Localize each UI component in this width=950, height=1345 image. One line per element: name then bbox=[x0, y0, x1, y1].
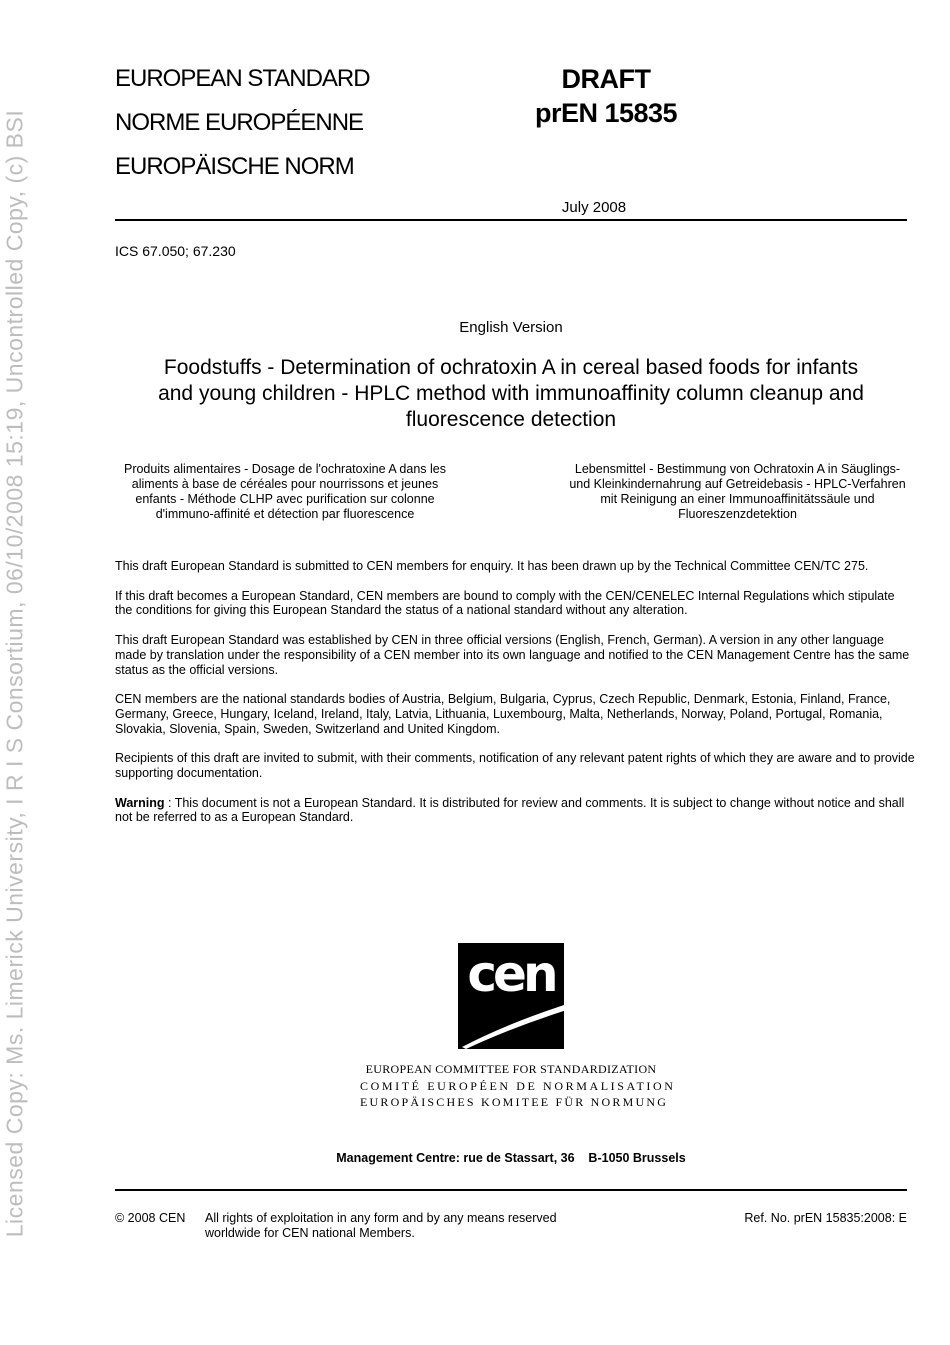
subtitle-french: Produits alimentaires - Dosage de l'ochratoxine A dans les aliments à base de céréales pour nourrissons et jeunes enfants - Méthode CLHP avec purification sur colonne d'immuno-affinité et détection par fluorescence bbox=[123, 462, 446, 521]
standard-name-en: EUROPEAN STANDARD bbox=[115, 65, 370, 92]
paragraph: CEN members are the national standards bodies of Austria, Belgium, Bulgaria, Cyprus, Czech Republic, Denmark, Estonia, Finland, France, Germany, Greece, Hungary, Iceland, Ireland, Italy, Latvia, Lithuania, Luxembourg, Malta, Netherlands, Norway, Poland, Portugal, Romania, Slovakia, Slovenia, Spain, Sweden, Switzerland and United Kingdom. bbox=[115, 692, 891, 736]
draft-block bbox=[520, 62, 692, 130]
cen-committee-names bbox=[360, 1061, 676, 1111]
subtitle-german: Lebensmittel - Bestimmung von Ochratoxin A in Säuglings- und Kleinkindernahrung auf Getreidebasis - HPLC-Verfahren mit Reinigung an einer Immunoaffinitätssäule und Fluoreszenzdetektion bbox=[569, 462, 906, 521]
copyright: © 2008 CEN bbox=[115, 1211, 186, 1225]
paragraph: This draft European Standard was established by CEN in three official versions (English, French, German). A version in any other language made by translation under the responsibility of a CEN member into its own language and notified to the CEN Management Centre has the same status as the official versions. bbox=[115, 633, 910, 677]
paragraph: Recipients of this draft are invited to submit, with their comments, notification of any relevant patent rights of which they are aware and to provide supporting documentation. bbox=[115, 751, 915, 781]
doc-number: prEN 15835 bbox=[534, 98, 678, 128]
standard-names bbox=[115, 62, 370, 194]
intro-paragraphs bbox=[115, 559, 915, 840]
paragraph: This draft European Standard is submitted to CEN members for enquiry. It has been drawn up by the Technical Committee CEN/TC 275. bbox=[115, 559, 869, 573]
management-centre-address: Management Centre: rue de Stassart, 36 B-1050 Brussels bbox=[336, 1151, 686, 1165]
warning-text: : This document is not a European Standard. It is distributed for review and comments. It is subject to change without notice and shall not be referred to as a European Standard. bbox=[115, 795, 905, 825]
warning-paragraph bbox=[115, 796, 915, 825]
warning-label: Warning bbox=[115, 795, 165, 810]
license-watermark: Licensed Copy: Ms. Limerick University, I R I S Consortium, 06/10/2008 15:19, Uncontrolled Copy, (c) BSI bbox=[1, 109, 28, 1238]
standard-name-fr: NORME EUROPÉENNE bbox=[115, 109, 364, 136]
document-title: Foodstuffs - Determination of ochratoxin A in cereal based foods for infants and young children - HPLC method with immunoaffinity column cleanup and fluorescence detection bbox=[158, 356, 864, 431]
committee-name-fr: COMITÉ EUROPÉEN DE NORMALISATION bbox=[360, 1078, 676, 1093]
cen-logo-text: cen bbox=[467, 945, 555, 1003]
ics-code: ICS 67.050; 67.230 bbox=[115, 243, 236, 259]
publication-date: July 2008 bbox=[561, 199, 627, 216]
committee-name-de: EUROPÄISCHES KOMITEE FÜR NORMUNG bbox=[360, 1095, 669, 1109]
paragraph: If this draft becomes a European Standard, CEN members are bound to comply with the CEN/CENELEC Internal Regulations which stipulate the conditions for giving this European Standard the status of a national standard without any alteration. bbox=[115, 588, 895, 618]
standard-name-de: EUROPÄISCHE NORM bbox=[115, 153, 354, 180]
draft-label: DRAFT bbox=[561, 64, 651, 94]
language-version: English Version bbox=[459, 319, 563, 336]
committee-name-en: EUROPEAN COMMITTEE FOR STANDARDIZATION bbox=[365, 1062, 657, 1076]
footer-divider bbox=[115, 1189, 907, 1191]
rights-statement: All rights of exploitation in any form and by any means reserved worldwide for CEN national Members. bbox=[205, 1211, 557, 1240]
reference-number: Ref. No. prEN 15835:2008: E bbox=[744, 1211, 907, 1225]
header-divider bbox=[115, 219, 907, 221]
cen-logo bbox=[458, 943, 564, 1049]
